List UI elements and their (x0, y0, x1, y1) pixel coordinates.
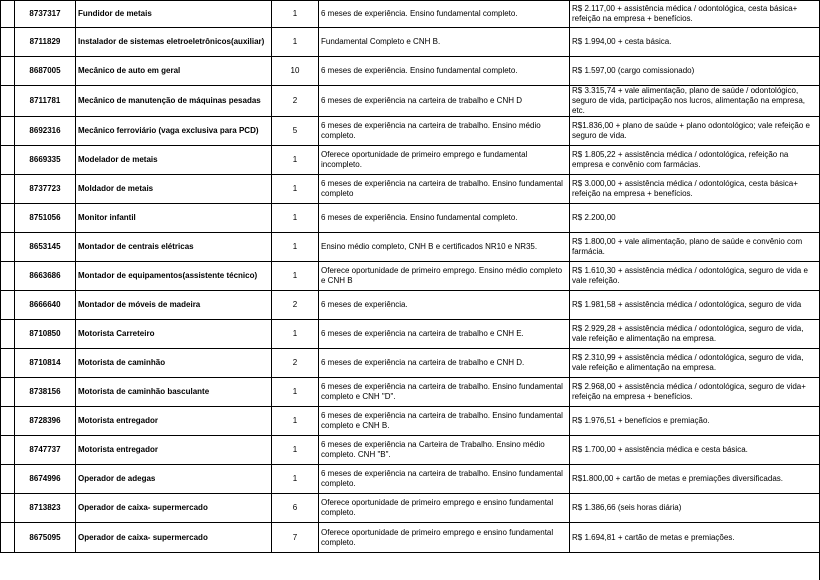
salary-benefits-cell: R$ 2.968,00 + assistência médica / odontológica, seguro de vida+ refeição na empresa + benefícios. (570, 378, 820, 407)
job-title-cell: Motorista de caminhão (76, 349, 272, 378)
job-code-cell: 8737723 (15, 175, 76, 204)
job-title-cell: Mecânico ferroviário (vaga exclusiva para PCD) (76, 117, 272, 146)
requirements-cell: 6 meses de experiência. Ensino fundamental completo. (319, 1, 570, 28)
vacancy-count-cell: 6 (272, 494, 319, 523)
job-code-cell: 8747737 (15, 436, 76, 465)
job-title-cell: Modelador de metais (76, 146, 272, 175)
vacancy-count-cell: 1 (272, 28, 319, 57)
requirements-cell: Fundamental Completo e CNH B. (319, 28, 570, 57)
job-code-cell: 8710814 (15, 349, 76, 378)
row-margin-cell (1, 1, 15, 28)
job-code-cell: 8674996 (15, 465, 76, 494)
row-margin-cell (1, 378, 15, 407)
table-row (1, 407, 820, 436)
job-title-cell: Instalador de sistemas eletroeletrônicos(auxiliar) (76, 28, 272, 57)
job-title-cell: Motorista entregador (76, 407, 272, 436)
salary-benefits-cell: R$ 1.994,00 + cesta básica. (570, 28, 820, 57)
table-row (1, 57, 820, 86)
requirements-cell: 6 meses de experiência na Carteira de Trabalho. Ensino médio completo. CNH "B". (319, 436, 570, 465)
table-row (1, 494, 820, 523)
table-row (1, 320, 820, 349)
job-title-cell: Motorista entregador (76, 436, 272, 465)
job-code-cell: 8687005 (15, 57, 76, 86)
salary-benefits-cell: R$ 1.981,58 + assistência médica / odontológica, seguro de vida (570, 291, 820, 320)
table-row (1, 233, 820, 262)
requirements-cell: 6 meses de experiência na carteira de trabalho e CNH D (319, 86, 570, 117)
salary-benefits-cell: R$ 3.315,74 + vale alimentação, plano de saúde / odontológico, seguro de vida, participação nos lucros, alimentação na empresa, etc. (570, 86, 820, 117)
salary-benefits-cell: R$1.836,00 + plano de saúde + plano odontológico; vale refeição e seguro de vida. (570, 117, 820, 146)
salary-benefits-cell: R$ 2.200,00 (570, 204, 820, 233)
requirements-cell: 6 meses de experiência na carteira de trabalho. Ensino fundamental completo e CNH "D". (319, 378, 570, 407)
job-title-cell: Operador de caixa- supermercado (76, 523, 272, 553)
job-title-cell: Motorista Carreteiro (76, 320, 272, 349)
salary-benefits-cell: R$ 3.000,00 + assistência médica / odontológica, cesta básica+ refeição na empresa + benefícios. (570, 175, 820, 204)
job-code-cell: 8711781 (15, 86, 76, 117)
job-code-cell: 8663686 (15, 262, 76, 291)
job-title-cell: Mecânico de manutenção de máquinas pesadas (76, 86, 272, 117)
salary-benefits-cell: R$ 1.597,00 (cargo comissionado) (570, 57, 820, 86)
salary-benefits-cell: R$ 1.694,81 + cartão de metas e premiações. (570, 523, 820, 553)
job-code-cell: 8751056 (15, 204, 76, 233)
row-margin-cell (1, 86, 15, 117)
job-code-cell: 8666640 (15, 291, 76, 320)
salary-benefits-cell: R$ 1.386,66 (seis horas diária) (570, 494, 820, 523)
job-title-cell: Fundidor de metais (76, 1, 272, 28)
requirements-cell: Oferece oportunidade de primeiro emprego e ensino fundamental completo. (319, 523, 570, 553)
job-code-cell: 8675095 (15, 523, 76, 553)
job-title-cell: Operador de adegas (76, 465, 272, 494)
table-row (1, 436, 820, 465)
table-row (1, 291, 820, 320)
vacancy-count-cell: 10 (272, 57, 319, 86)
job-code-cell: 8710850 (15, 320, 76, 349)
row-margin-cell (1, 175, 15, 204)
vacancy-count-cell: 7 (272, 523, 319, 553)
job-code-cell: 8738156 (15, 378, 76, 407)
vacancy-count-cell: 2 (272, 291, 319, 320)
job-title-cell: Operador de caixa- supermercado (76, 494, 272, 523)
vacancy-count-cell: 1 (272, 262, 319, 291)
vacancy-count-cell: 1 (272, 175, 319, 204)
requirements-cell: 6 meses de experiência na carteira de trabalho. Ensino fundamental completo (319, 175, 570, 204)
job-code-cell: 8711829 (15, 28, 76, 57)
job-title-cell: Montador de equipamentos(assistente técnico) (76, 262, 272, 291)
salary-benefits-cell: R$ 1.805,22 + assistência médica / odontológica, refeição na empresa e convênio com farmácias. (570, 146, 820, 175)
vacancy-count-cell: 2 (272, 86, 319, 117)
vacancy-count-cell: 1 (272, 1, 319, 28)
requirements-cell: Ensino médio completo, CNH B e certificados NR10 e NR35. (319, 233, 570, 262)
salary-benefits-cell: R$ 1.610,30 + assistência médica / odontológica, seguro de vida e vale refeição. (570, 262, 820, 291)
row-margin-cell (1, 262, 15, 291)
row-margin-cell (1, 117, 15, 146)
requirements-cell: 6 meses de experiência. (319, 291, 570, 320)
job-title-cell: Montador de centrais elétricas (76, 233, 272, 262)
requirements-cell: 6 meses de experiência na carteira de trabalho e CNH E. (319, 320, 570, 349)
job-code-cell: 8653145 (15, 233, 76, 262)
vacancy-count-cell: 1 (272, 233, 319, 262)
vacancy-count-cell: 5 (272, 117, 319, 146)
job-code-cell: 8737317 (15, 1, 76, 28)
job-title-cell: Monitor infantil (76, 204, 272, 233)
salary-benefits-cell: R$ 2.929,28 + assistência médica / odontológica, seguro de vida, vale refeição e alimentação na empresa. (570, 320, 820, 349)
row-margin-cell (1, 28, 15, 57)
vacancy-count-cell: 1 (272, 465, 319, 494)
job-title-cell: Motorista de caminhão basculante (76, 378, 272, 407)
requirements-cell: 6 meses de experiência. Ensino fundamental completo. (319, 57, 570, 86)
table-row (1, 86, 820, 117)
requirements-cell: 6 meses de experiência na carteira de trabalho e CNH D. (319, 349, 570, 378)
row-margin-cell (1, 349, 15, 378)
requirements-cell: 6 meses de experiência na carteira de trabalho. Ensino fundamental completo e CNH B. (319, 407, 570, 436)
table-row (1, 465, 820, 494)
vacancy-count-cell: 1 (272, 378, 319, 407)
salary-benefits-cell: R$ 2.117,00 + assistência médica / odontológica, cesta básica+ refeição na empresa + benefícios. (570, 1, 820, 28)
job-code-cell: 8692316 (15, 117, 76, 146)
table-row (1, 523, 820, 553)
row-margin-cell (1, 204, 15, 233)
vacancy-count-cell: 1 (272, 146, 319, 175)
row-margin-cell (1, 320, 15, 349)
table-row (1, 378, 820, 407)
salary-benefits-cell: R$ 1.976,51 + benefícios e premiação. (570, 407, 820, 436)
job-rows (1, 1, 820, 553)
row-margin-cell (1, 407, 15, 436)
row-margin-cell (1, 233, 15, 262)
vacancy-count-cell: 1 (272, 436, 319, 465)
vacancy-count-cell: 1 (272, 407, 319, 436)
requirements-cell: 6 meses de experiência na carteira de trabalho. Ensino fundamental completo. (319, 465, 570, 494)
table-row (1, 146, 820, 175)
requirements-cell: 6 meses de experiência. Ensino fundamental completo. (319, 204, 570, 233)
requirements-cell: Oferece oportunidade de primeiro emprego. Ensino médio completo e CNH B (319, 262, 570, 291)
salary-benefits-cell: R$ 2.310,99 + assistência médica / odontológica, seguro de vida, vale refeição e alimentação na empresa. (570, 349, 820, 378)
row-margin-cell (1, 57, 15, 86)
table-row (1, 1, 820, 28)
vacancy-count-cell: 1 (272, 320, 319, 349)
vacancy-count-cell: 2 (272, 349, 319, 378)
requirements-cell: 6 meses de experiência na carteira de trabalho. Ensino médio completo. (319, 117, 570, 146)
salary-benefits-cell: R$ 1.800,00 + vale alimentação, plano de saúde e convênio com farmácia. (570, 233, 820, 262)
requirements-cell: Oferece oportunidade de primeiro emprego e fundamental incompleto. (319, 146, 570, 175)
table-row (1, 349, 820, 378)
job-code-cell: 8728396 (15, 407, 76, 436)
table-row (1, 262, 820, 291)
salary-benefits-cell: R$1.800,00 + cartão de metas e premiações diversificadas. (570, 465, 820, 494)
row-margin-cell (1, 465, 15, 494)
table-row (1, 28, 820, 57)
job-title-cell: Mecânico de auto em geral (76, 57, 272, 86)
row-margin-cell (1, 523, 15, 553)
table-row (1, 117, 820, 146)
row-margin-cell (1, 494, 15, 523)
job-code-cell: 8669335 (15, 146, 76, 175)
job-code-cell: 8713823 (15, 494, 76, 523)
vacancy-count-cell: 1 (272, 204, 319, 233)
job-title-cell: Moldador de metais (76, 175, 272, 204)
salary-benefits-cell: R$ 1.700,00 + assistência médica e cesta básica. (570, 436, 820, 465)
job-title-cell: Montador de móveis de madeira (76, 291, 272, 320)
row-margin-cell (1, 146, 15, 175)
row-margin-cell (1, 436, 15, 465)
table-row (1, 204, 820, 233)
table-row (1, 175, 820, 204)
requirements-cell: Oferece oportunidade de primeiro emprego e ensino fundamental completo. (319, 494, 570, 523)
row-margin-cell (1, 291, 15, 320)
